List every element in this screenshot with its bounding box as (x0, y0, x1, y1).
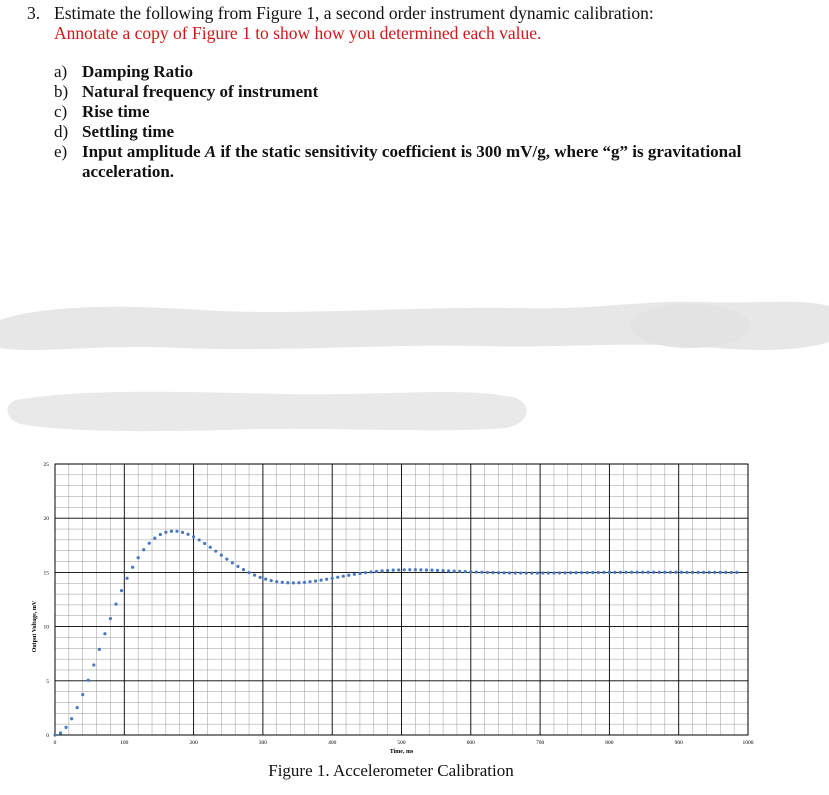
question-number: 3. (27, 3, 41, 23)
data-point (386, 569, 389, 572)
data-point (658, 571, 661, 574)
data-point (297, 581, 300, 584)
data-point (281, 581, 284, 584)
data-point (525, 571, 528, 574)
part-text: Natural frequency of instrument (82, 82, 319, 101)
data-point (253, 574, 256, 577)
data-point (552, 571, 555, 574)
data-point (702, 571, 705, 574)
data-point (236, 565, 239, 568)
data-point (464, 570, 467, 573)
data-point (308, 580, 311, 583)
data-point (652, 571, 655, 574)
y-tick-label: 15 (43, 570, 49, 577)
data-point (519, 571, 522, 574)
part-d (54, 122, 772, 142)
redaction-band-top (0, 298, 829, 356)
data-point (164, 531, 167, 534)
data-point (214, 550, 217, 553)
data-point (336, 576, 339, 579)
data-point (353, 573, 356, 576)
data-point (275, 580, 278, 583)
data-point (475, 570, 478, 573)
data-point (436, 569, 439, 572)
data-point (569, 571, 572, 574)
annotation-instruction: Annotate a copy of Figure 1 to show how you determined each value. (54, 23, 542, 43)
redaction-band-bottom (6, 384, 532, 434)
data-point (186, 533, 189, 536)
part-label: e) (54, 142, 68, 161)
data-point (231, 561, 234, 564)
data-point (292, 581, 295, 584)
data-point (342, 575, 345, 578)
x-tick-label: 900 (674, 740, 683, 746)
data-point (486, 571, 489, 574)
question-text: Estimate the following from Figure 1, a second order instrument dynamic calibration: (54, 3, 654, 23)
y-tick-label: 25 (43, 462, 49, 468)
part-text: Settling time (82, 122, 175, 141)
data-point (103, 632, 106, 635)
data-point (170, 530, 173, 533)
data-point (536, 571, 539, 574)
data-point (375, 570, 378, 573)
x-tick-label: 400 (328, 740, 337, 746)
y-axis-ticks (44, 462, 50, 739)
data-point (691, 571, 694, 574)
data-point (547, 571, 550, 574)
x-tick-label: 300 (258, 740, 268, 746)
data-point (247, 571, 250, 574)
data-point (713, 571, 716, 574)
y-axis-label: Output Voltage, mV (32, 600, 38, 653)
part-label: b) (54, 82, 69, 101)
x-tick-label: 600 (466, 740, 475, 746)
data-point (680, 571, 683, 574)
data-point (669, 571, 672, 574)
data-point (641, 571, 644, 574)
data-point (153, 537, 156, 540)
data-point (259, 576, 262, 579)
y-tick-label: 20 (43, 516, 49, 523)
data-point (558, 571, 561, 574)
data-point (286, 581, 289, 584)
y-tick-label: 0 (46, 733, 49, 739)
data-point (314, 579, 317, 582)
data-point (408, 568, 411, 571)
data-point (441, 569, 444, 572)
part-a (54, 62, 772, 82)
x-tick-label: 0 (53, 740, 57, 746)
data-point (131, 566, 134, 569)
part-label: a) (54, 62, 68, 81)
x-axis-ticks (54, 740, 754, 746)
data-point (647, 571, 650, 574)
data-point (59, 731, 62, 734)
data-point (697, 571, 700, 574)
data-point (270, 579, 273, 582)
x-tick-label: 100 (120, 740, 129, 746)
data-point (608, 571, 611, 574)
question-heading (27, 2, 654, 24)
part-label: d) (54, 122, 69, 141)
data-point (453, 569, 456, 572)
data-point (242, 568, 245, 571)
part-c (54, 102, 772, 122)
part-e (54, 142, 772, 182)
data-point (364, 571, 367, 574)
part-label: c) (54, 102, 68, 121)
data-point (597, 571, 600, 574)
data-point (469, 570, 472, 573)
data-point (347, 574, 350, 577)
data-point (575, 571, 578, 574)
data-point (630, 571, 633, 574)
data-point (591, 571, 594, 574)
question-parts-list (54, 62, 772, 182)
data-point (419, 568, 422, 571)
data-point (325, 578, 328, 581)
data-point (303, 581, 306, 584)
data-point (181, 531, 184, 534)
data-point (674, 571, 677, 574)
data-point (380, 569, 383, 572)
data-point (358, 572, 361, 575)
data-point (125, 577, 128, 580)
data-point (624, 571, 627, 574)
x-tick-label: 1000 (742, 740, 754, 746)
x-tick-label: 500 (397, 740, 406, 746)
y-tick-label: 10 (43, 624, 49, 631)
data-point (209, 546, 212, 549)
data-point (613, 571, 616, 574)
data-point (175, 530, 178, 533)
data-point (425, 568, 428, 571)
data-point (619, 571, 622, 574)
data-point (320, 579, 323, 582)
data-point (109, 617, 112, 620)
data-point (64, 726, 67, 729)
data-point (586, 571, 589, 574)
data-point (480, 571, 483, 574)
data-point (397, 568, 400, 571)
data-point (369, 570, 372, 573)
data-point (502, 571, 505, 574)
x-tick-label: 700 (535, 740, 545, 746)
data-point (114, 602, 117, 605)
data-point (719, 571, 722, 574)
data-point (708, 571, 711, 574)
data-point (392, 569, 395, 572)
data-point (636, 571, 639, 574)
part-b (54, 82, 772, 102)
data-point (491, 571, 494, 574)
data-point (53, 733, 56, 736)
data-point (430, 569, 433, 572)
grid-major (55, 464, 748, 735)
y-tick-label: 5 (46, 678, 49, 685)
data-point (142, 548, 145, 551)
data-point (220, 554, 223, 557)
data-point (458, 570, 461, 573)
x-tick-label: 200 (189, 740, 198, 746)
data-point (724, 571, 727, 574)
data-point (663, 571, 666, 574)
data-point (563, 571, 566, 574)
data-point (580, 571, 583, 574)
data-point (264, 578, 267, 581)
part-text: Rise time (82, 102, 150, 121)
data-point (87, 679, 90, 682)
data-point (730, 571, 733, 574)
data-point (514, 571, 517, 574)
data-point (120, 589, 123, 592)
x-axis-label: Time, ms (389, 749, 414, 755)
data-point (76, 706, 79, 709)
data-point (203, 542, 206, 545)
figure-caption: Figure 1. Accelerometer Calibration (268, 761, 514, 780)
data-point (148, 542, 151, 545)
data-point (225, 557, 228, 560)
data-series (53, 530, 738, 737)
data-point (192, 535, 195, 538)
data-point (331, 577, 334, 580)
data-point (541, 571, 544, 574)
data-point (414, 568, 417, 571)
data-point (98, 648, 101, 651)
data-point (70, 717, 73, 720)
data-point (447, 569, 450, 572)
data-point (685, 571, 688, 574)
accelerometer-calibration-chart (0, 455, 829, 761)
data-point (508, 571, 511, 574)
part-text: Damping Ratio (82, 62, 193, 81)
x-tick-label: 800 (605, 740, 614, 746)
data-point (81, 693, 84, 696)
data-point (137, 556, 140, 559)
data-point (198, 538, 201, 541)
data-point (497, 571, 500, 574)
data-point (159, 533, 162, 536)
data-point (403, 568, 406, 571)
part-text: Input amplitude A if the static sensitivity coefficient is 300 mV/g, where “g” is gravitational acceleration. (82, 142, 742, 181)
data-point (602, 571, 605, 574)
data-point (735, 571, 738, 574)
data-point (92, 663, 95, 666)
data-point (530, 571, 533, 574)
